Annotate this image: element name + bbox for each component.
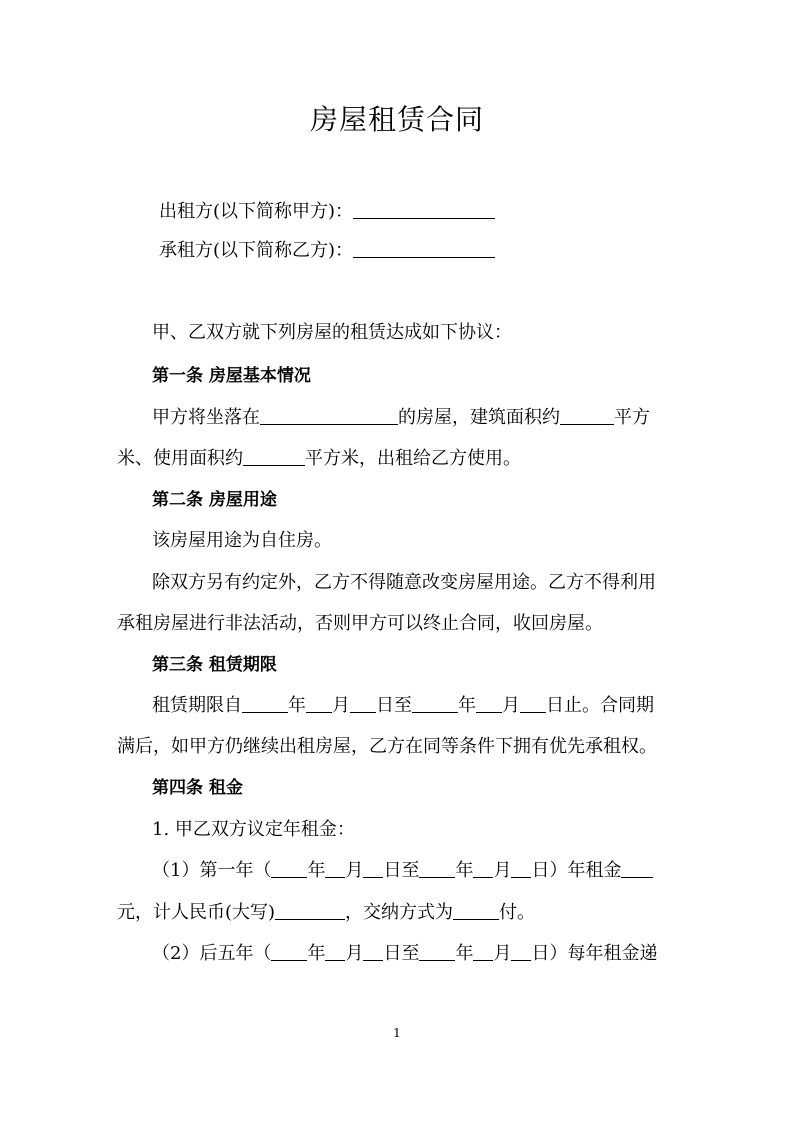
end-year-blank bbox=[412, 694, 458, 713]
year1-start-year-blank bbox=[271, 859, 307, 878]
article1-text-d: 米、使用面积约 bbox=[117, 448, 243, 469]
intro-text: 甲、乙双方就下列房屋的租赁达成如下协议： bbox=[152, 322, 512, 343]
years2-end-month-blank bbox=[473, 942, 493, 961]
document-title: 房屋租赁合同 bbox=[309, 103, 484, 136]
end-month-blank bbox=[476, 694, 502, 713]
sub1-text-c: ，交纳方式为 bbox=[345, 902, 454, 923]
month-text: 月 bbox=[345, 860, 364, 881]
month-text: 月 bbox=[493, 943, 512, 964]
term-text-a: 租赁期限自 bbox=[152, 695, 242, 716]
article1-line2 bbox=[117, 444, 521, 470]
sub1-text-d: 付。 bbox=[499, 902, 536, 923]
term-text-end: 日止。合同期 bbox=[546, 695, 654, 716]
sub2-text-end: 日）每年租金递 bbox=[531, 943, 658, 964]
article3-line1 bbox=[152, 691, 654, 717]
article4-sub2-line1 bbox=[152, 939, 657, 965]
year1-start-day-blank bbox=[363, 859, 383, 878]
article2-p1: 该房屋用途为自住房。 bbox=[152, 530, 332, 551]
month-text: 月 bbox=[493, 860, 512, 881]
lessee-name-blank bbox=[353, 239, 495, 258]
sub1-text-a: （1）第一年（ bbox=[152, 860, 272, 881]
day-from-text: 日至 bbox=[383, 860, 420, 881]
lessor-label: 出租方(以下简称甲方)： bbox=[159, 201, 354, 222]
article1-text-a: 甲方将坐落在 bbox=[152, 407, 260, 428]
article4-heading: 第四条 租金 bbox=[152, 778, 243, 798]
month-text: 月 bbox=[502, 695, 520, 716]
day-from-text: 日至 bbox=[383, 943, 420, 964]
payment-method-blank bbox=[453, 901, 499, 920]
sub2-text-a: （2）后五年（ bbox=[152, 943, 272, 964]
article1-heading: 第一条 房屋基本情况 bbox=[152, 366, 311, 386]
article1-text-c: 平方 bbox=[614, 407, 650, 428]
article2-heading: 第二条 房屋用途 bbox=[152, 490, 277, 510]
address-blank bbox=[260, 406, 398, 425]
years2-end-year-blank bbox=[419, 942, 455, 961]
years2-start-month-blank bbox=[325, 942, 345, 961]
year1-end-year-blank bbox=[419, 859, 455, 878]
year-text: 年 bbox=[455, 943, 474, 964]
article2-p2-line1: 除双方另有约定外，乙方不得随意改变房屋用途。乙方不得利用 bbox=[152, 572, 656, 593]
article3-heading: 第三条 租赁期限 bbox=[152, 655, 277, 675]
rent-uppercase-blank bbox=[275, 901, 345, 920]
year-text: 年 bbox=[455, 860, 474, 881]
article4-item1: 1. 甲乙双方议定年租金： bbox=[152, 819, 355, 840]
sub1-text-b: 元，计人民币(大写) bbox=[117, 902, 276, 923]
year1-rent-blank bbox=[621, 859, 653, 878]
year-text: 年 bbox=[458, 695, 476, 716]
lessor-name-blank bbox=[353, 200, 495, 219]
month-text: 月 bbox=[345, 943, 364, 964]
day-from-text: 日至 bbox=[376, 695, 412, 716]
start-day-blank bbox=[350, 694, 376, 713]
year-text: 年 bbox=[307, 860, 326, 881]
lessor-line bbox=[159, 197, 495, 223]
lessee-line bbox=[159, 236, 495, 262]
month-text: 月 bbox=[332, 695, 350, 716]
article3-line2: 满后，如甲方仍继续出租房屋，乙方在同等条件下拥有优先承租权。 bbox=[117, 736, 657, 757]
page-number: 1 bbox=[393, 1026, 401, 1040]
year-text: 年 bbox=[307, 943, 326, 964]
article1-text-e: 平方米，出租给乙方使用。 bbox=[305, 448, 521, 469]
building-area-blank bbox=[560, 406, 614, 425]
years2-start-year-blank bbox=[271, 942, 307, 961]
start-month-blank bbox=[306, 694, 332, 713]
years2-start-day-blank bbox=[363, 942, 383, 961]
lessee-label: 承租方(以下简称乙方)： bbox=[159, 240, 354, 261]
year1-end-month-blank bbox=[473, 859, 493, 878]
end-day-blank bbox=[520, 694, 546, 713]
article2-p2-line2: 承租房屋进行非法活动，否则甲方可以终止合同，收回房屋。 bbox=[117, 613, 603, 634]
article4-sub1-line2 bbox=[117, 898, 535, 924]
usable-area-blank bbox=[243, 447, 305, 466]
year1-start-month-blank bbox=[325, 859, 345, 878]
start-year-blank bbox=[242, 694, 288, 713]
article1-text-b: 的房屋，建筑面积约 bbox=[398, 407, 560, 428]
years2-end-day-blank bbox=[511, 942, 531, 961]
article1-line1 bbox=[152, 403, 650, 429]
year-text: 年 bbox=[288, 695, 306, 716]
day-close-text: 日）年租金 bbox=[531, 860, 622, 881]
article4-sub1-line1 bbox=[152, 856, 653, 882]
year1-end-day-blank bbox=[511, 859, 531, 878]
